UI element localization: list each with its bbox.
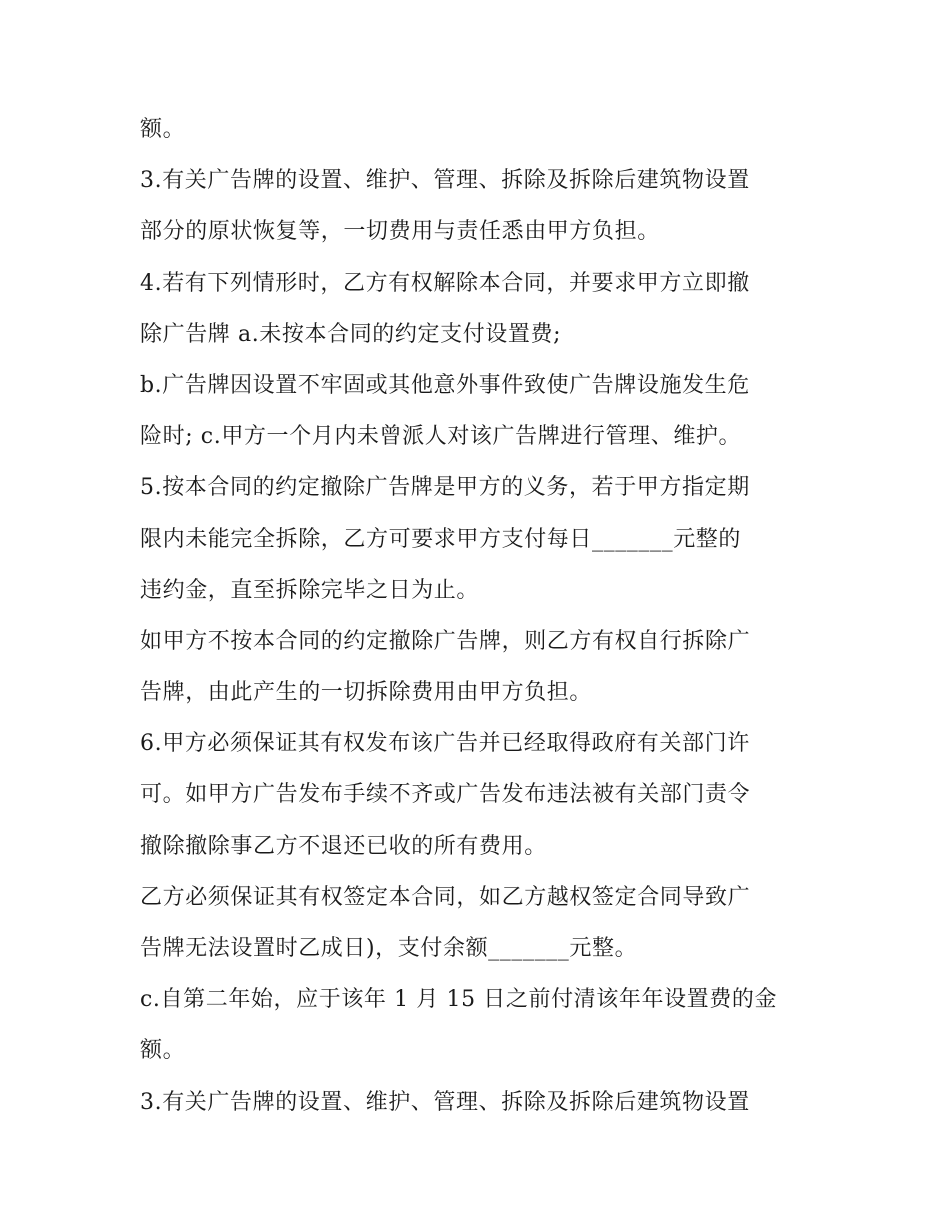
text-line: 乙方必须保证其有权签定本合同，如乙方越权签定合同导致广	[140, 884, 751, 910]
text-line: 3.有关广告牌的设置、维护、管理、拆除及拆除后建筑物设置	[140, 168, 750, 194]
text-line: c.自第二年始，应于该年 1 月 15 日之前付清该年年设置费的金	[140, 987, 778, 1013]
text-line: 5.按本合同的约定撤除广告牌是甲方的义务，若于甲方指定期	[140, 475, 750, 501]
text-line: 额。	[140, 1038, 186, 1064]
text-line: 撤除撤除事乙方不退还已收的所有费用。	[140, 833, 547, 859]
text-line: 4.若有下列情形时，乙方有权解除本合同，并要求甲方立即撤	[140, 270, 750, 296]
text-line: 3.有关广告牌的设置、维护、管理、拆除及拆除后建筑物设置	[140, 1089, 750, 1115]
text-line: 部分的原状恢复等，一切费用与责任悉由甲方负担。	[140, 219, 660, 245]
text-line: 除广告牌 a.未按本合同的约定支付设置费;	[140, 321, 562, 347]
text-line: b.广告牌因设置不牢固或其他意外事件致使广告牌设施发生危	[140, 372, 750, 398]
text-line: 如甲方不按本合同的约定撤除广告牌，则乙方有权自行拆除广	[140, 628, 751, 654]
text-line: 险时; c.甲方一个月内未曾派人对该广告牌进行管理、维护。	[140, 424, 742, 450]
text-line: 额。	[140, 117, 186, 142]
text-line: 告牌，由此产生的一切拆除费用由甲方负担。	[140, 680, 593, 706]
text-line: 可。如甲方广告发布手续不齐或广告发布违法被有关部门责令	[140, 782, 751, 808]
text-line: 违约金，直至拆除完毕之日为止。	[140, 577, 480, 603]
text-line: 限内未能完全拆除，乙方可要求甲方支付每日_______元整的	[140, 526, 742, 552]
text-line: 6.甲方必须保证其有权发布该广告并已经取得政府有关部门许	[140, 731, 750, 757]
text-line: 告牌无法设置时乙成日)，支付余额_______元整。	[140, 936, 638, 961]
document-body	[140, 104, 820, 1128]
